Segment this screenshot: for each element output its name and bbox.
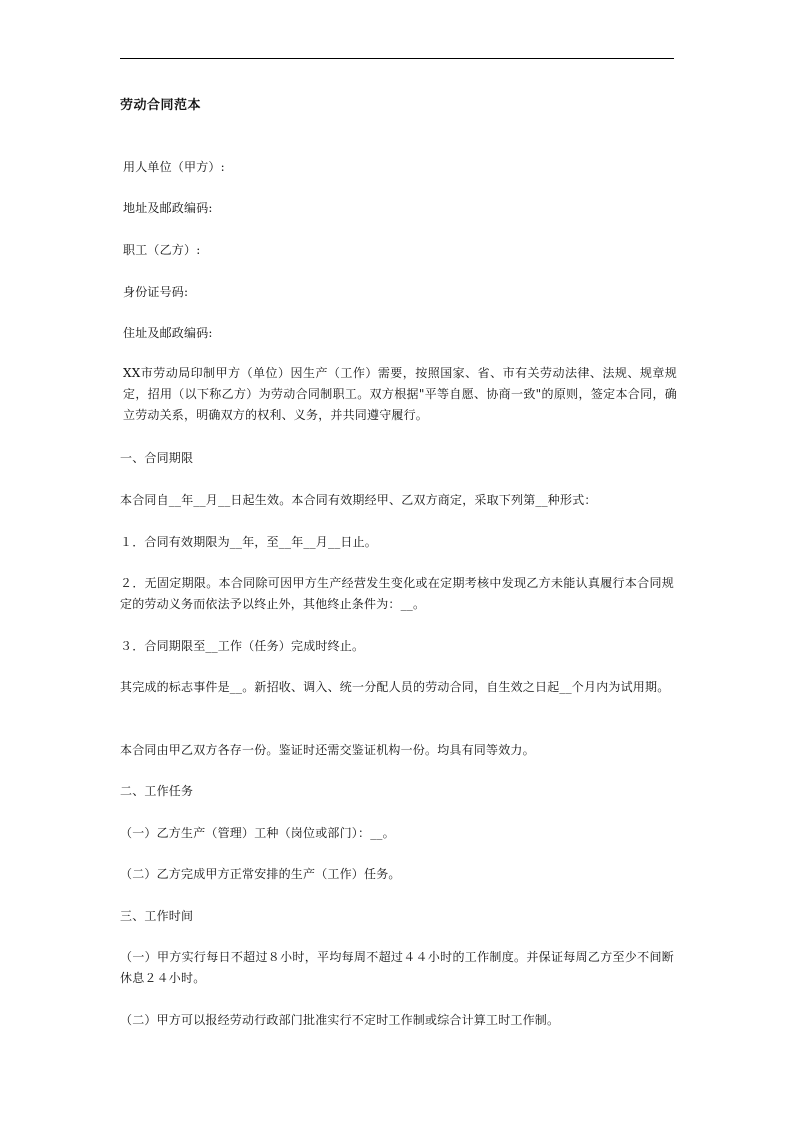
section2-item2: （二）乙方完成甲方正常安排的生产（工作）任务。 [120,867,401,881]
section3-item1: （一）甲方实行每日不超过８小时，平均每周不超过４４小时的工作制度。并保证每周乙方至少不间断休息２４小时。 [120,950,674,985]
section3-item2: （二）甲方可以报经劳动行政部门批准实行不定时工作制或综合计算工时工作制。 [120,1013,560,1027]
section3-heading: 三、工作时间 [120,909,194,923]
section2-heading: 二、工作任务 [120,784,194,798]
employee-address-field-label: 住址及邮政编码: [123,326,213,340]
section1-copies: 本合同由甲乙双方各存一份。鉴证时还需交鉴证机构一份。均具有同等效力。 [120,743,535,757]
preamble-paragraph: XX市劳动局印制甲方（单位）因生产（工作）需要，按照国家、省、市有关劳动法律、法规、规章规定，招用（以下称乙方）为劳动合同制职工。双方根据"平等自愿、协商一致"的原则，签定本合同，确立劳动关系，明确双方的权利、义务，并共同遵守履行。 [123,366,677,422]
employee-field-label: 职工（乙方）: [123,243,201,257]
section1-completion: 其完成的标志事件是__。新招收、调入、统一分配人员的劳动合同，自生效之日起__个月内为试用期。 [120,680,670,694]
section1-item3: ３．合同期限至__工作（任务）完成时终止。 [120,639,365,653]
id-number-field-label: 身份证号码: [123,285,189,299]
employer-address-field-label: 地址及邮政编码: [123,201,213,215]
section1-item2: ２．无固定期限。本合同除可因甲方生产经营发生变化或在定期考核中发现乙方未能认真履行本合同规定的劳动义务而依法予以终止外，其他终止条件为：__。 [120,576,674,611]
employer-field-label: 用人单位（甲方）: [123,160,225,174]
section1-intro: 本合同自__年__月__日起生效。本合同有效期经甲、乙双方商定，采取下列第__种形式： [120,493,597,507]
section2-item1: （一）乙方生产（管理）工种（岗位或部门）：__。 [120,826,395,840]
header-rule [120,58,674,59]
document-title: 劳动合同范本 [120,98,202,113]
section1-heading: 一、合同期限 [120,451,194,465]
section1-item1: １．合同有效期限为__年，至__年__月__日止。 [120,535,378,549]
